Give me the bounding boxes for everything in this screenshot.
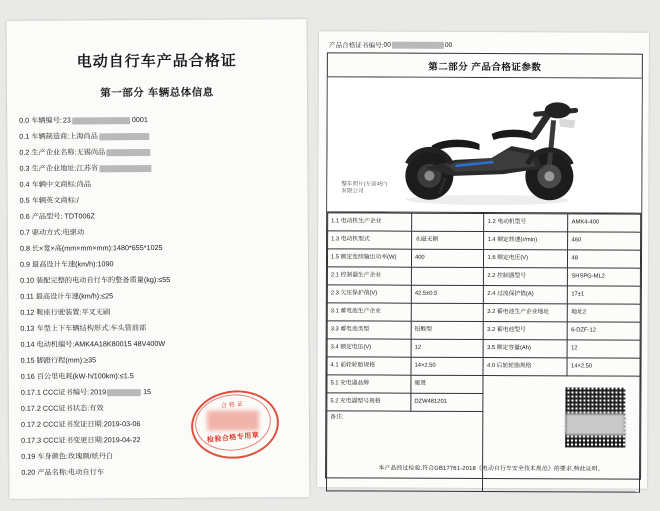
param-label: 3.4 额定电压(V)	[327, 339, 411, 357]
redaction-bar	[99, 165, 151, 172]
param-value: 12	[411, 339, 484, 357]
field-label: 0.2 生产企业名称:无锡尚品	[19, 147, 106, 158]
field-label: 0.0 车辆编号:	[19, 115, 62, 126]
left-certificate-sheet	[7, 19, 310, 499]
param-value: DZW481201	[411, 393, 484, 411]
param-label: 3.2 蓄电池型号	[484, 322, 568, 340]
field-label: 0.8 长×宽×高(mm×mm×mm):1480*655*1025	[19, 243, 163, 254]
table-row	[327, 267, 640, 286]
param-label: 2.2 控制器型号	[484, 268, 568, 286]
list-item	[20, 223, 298, 241]
param-value: 460	[568, 232, 641, 250]
certificate-number-prefix: 00	[383, 41, 391, 49]
table-row	[328, 231, 641, 250]
param-label: 4.0 后轮轮胎规格	[483, 358, 567, 376]
field-label: 0.17.1 CCC证书编号:	[20, 387, 90, 398]
section-one-heading: 第一部分 车辆总体信息	[100, 86, 214, 100]
field-label: 0.7 驱动方式:电驱动	[19, 227, 85, 238]
param-label: 4.1 前轮轮胎规格	[327, 357, 411, 375]
electric-scooter-photo	[383, 84, 592, 209]
param-label: 3.3 蓄电池类型	[327, 321, 411, 339]
param-value: 48	[568, 250, 641, 268]
param-value: 14×2.50	[567, 358, 640, 376]
photo-caption	[341, 181, 387, 195]
field-label: 0.19 车身颜色:玫瑰颜/炫丹白	[21, 451, 114, 462]
field-label: 0.10 装配完整的电动自行车的整备质量(kg):≤55	[20, 275, 171, 286]
right-parameter-sheet	[317, 31, 649, 488]
param-label: 2.3 欠压保护值(V)	[327, 285, 411, 303]
list-item	[19, 111, 297, 129]
param-value: 14×2.50	[411, 357, 484, 375]
table-row	[327, 339, 640, 358]
field-label: 0.9 最高设计车速(km/h):1090	[20, 259, 114, 270]
compliance-statement: 本产品经过检验,符合GB17761-2018《电动自行车安全技术规范》的要求,特此证明。	[378, 465, 604, 473]
field-label: 0.15 脚蹬行程(mm):≥35	[20, 355, 97, 366]
table-row	[327, 285, 640, 304]
field-label: 0.3 生产企业地址:江苏省	[19, 163, 99, 174]
param-value: 铅酸型	[411, 321, 484, 339]
param-label: 5.2 充电器型号规格	[327, 393, 411, 411]
list-item	[20, 335, 298, 353]
list-item	[19, 127, 297, 145]
stamp-top-text: 合格证	[220, 401, 246, 410]
official-stamp	[191, 390, 275, 455]
field-value: 2019	[90, 387, 107, 397]
qr-code-cell	[483, 376, 640, 493]
field-value-suffix: 0001	[131, 115, 148, 125]
qr-redaction	[565, 413, 625, 435]
field-value: 23	[62, 115, 71, 125]
list-item	[20, 303, 298, 321]
param-value	[411, 303, 484, 321]
section-two-heading: 第二部分 产品合格证参数	[328, 53, 642, 78]
certificate-number-label: 产品合格证书编号:	[328, 42, 384, 50]
list-item	[20, 319, 298, 337]
param-label: 1.3 电动机型式	[328, 231, 412, 249]
photo-caption-line1: 整车照片(左前45°)	[341, 181, 388, 188]
list-item	[21, 463, 299, 481]
list-item	[20, 271, 298, 289]
list-item	[20, 191, 298, 209]
redaction-bar	[106, 149, 150, 156]
field-label: 0.17.3 CCC证书变更日期:2019-04-22	[21, 435, 141, 446]
list-item	[20, 287, 298, 305]
field-label: 0.16 百公里电耗(kW·h/100km):≤1.5	[20, 371, 134, 382]
param-label: 3.2 蓄电池生产企业地址	[484, 304, 568, 322]
table-row	[327, 303, 640, 322]
param-value: 聚贤	[411, 375, 484, 393]
certificate-number	[329, 39, 452, 50]
field-label: 0.17.2 CCC证书状态:有效	[20, 403, 104, 414]
field-label: 0.17.2 CCC证书发证日期:2019-03-06	[20, 419, 141, 430]
param-label: 3.1 蓄电池生产企业	[327, 303, 411, 321]
photo-caption-line2: 有限公司	[341, 188, 364, 195]
param-value: SHSPG-ML2	[568, 268, 641, 286]
stamp-bottom-text: 检验合格专用章	[206, 432, 260, 444]
list-item	[21, 367, 299, 385]
field-label: 0.1 车辆制造商:上海尚品	[19, 131, 98, 142]
redaction-bar	[392, 41, 444, 48]
param-value	[412, 213, 485, 231]
parameter-frame	[325, 52, 643, 479]
param-label: 5.1 充电器品牌	[327, 375, 411, 393]
param-label: 2.4 过流保护值(A)	[484, 286, 568, 304]
list-item	[20, 239, 298, 257]
list-item	[21, 351, 299, 369]
parameter-table	[326, 212, 641, 492]
field-label: 0.20 产品名称:电动自行车	[21, 467, 105, 478]
param-value: 6-DZF-12	[568, 322, 641, 340]
redaction-bar	[107, 389, 141, 396]
page-title: 电动自行车产品合格证	[76, 52, 237, 71]
param-label: 1.1 电动机生产企业	[328, 213, 412, 231]
table-row	[327, 357, 640, 376]
certificate-number-suffix: 00	[444, 41, 453, 49]
param-label: 1.6 额定电压(V)	[484, 250, 568, 268]
list-item	[20, 207, 298, 225]
param-value: 地址2	[568, 304, 641, 322]
param-value: 42.5±0.5	[411, 285, 484, 303]
redaction-bar	[99, 133, 149, 140]
vehicle-photo-cell	[327, 77, 642, 213]
param-value: 12	[568, 340, 641, 358]
field-label: 0.4 车辆中文商标:尚品	[19, 179, 92, 190]
field-label: 0.14 电动机编号:AMK4A18K80015 48V400W	[20, 339, 166, 350]
param-value	[411, 267, 484, 285]
param-value: 17±1	[568, 286, 641, 304]
param-label: 2.1 控制器生产企业	[327, 267, 411, 285]
redaction-bar	[72, 117, 130, 124]
param-value: AMK4-400	[568, 214, 641, 232]
table-row	[328, 213, 641, 232]
list-item	[19, 143, 297, 161]
param-value: 永磁无刷	[412, 231, 485, 249]
field-label: 0.12 鞍座行驶装置:平叉无刷	[20, 307, 111, 318]
remark-label: 备注:	[326, 411, 483, 492]
field-label: 0.13 车型上下车辆结构形式:车头管前部	[20, 323, 147, 334]
field-value-suffix: 15	[143, 387, 152, 397]
param-label: 1.2 电动机型号	[484, 214, 568, 232]
table-row	[327, 375, 640, 394]
field-label: 0.11 最高设计车速(km/h):≤25	[20, 291, 114, 302]
table-row	[327, 321, 640, 340]
param-label: 1.4 额定转速(r/min)	[484, 232, 568, 250]
field-label: 0.6 产品型号: TDT006Z	[19, 211, 95, 222]
param-label: 3.5 额定容量(Ah)	[484, 340, 568, 358]
table-row	[327, 249, 640, 268]
list-item	[19, 175, 297, 193]
stamp-redaction	[207, 410, 259, 430]
field-label: 0.5 车辆英文商标:/	[19, 195, 79, 206]
param-label: 1.5 额定连续输出功率(W)	[327, 249, 411, 267]
param-value: 400	[411, 249, 484, 267]
list-item	[19, 159, 297, 177]
list-item	[20, 255, 298, 273]
